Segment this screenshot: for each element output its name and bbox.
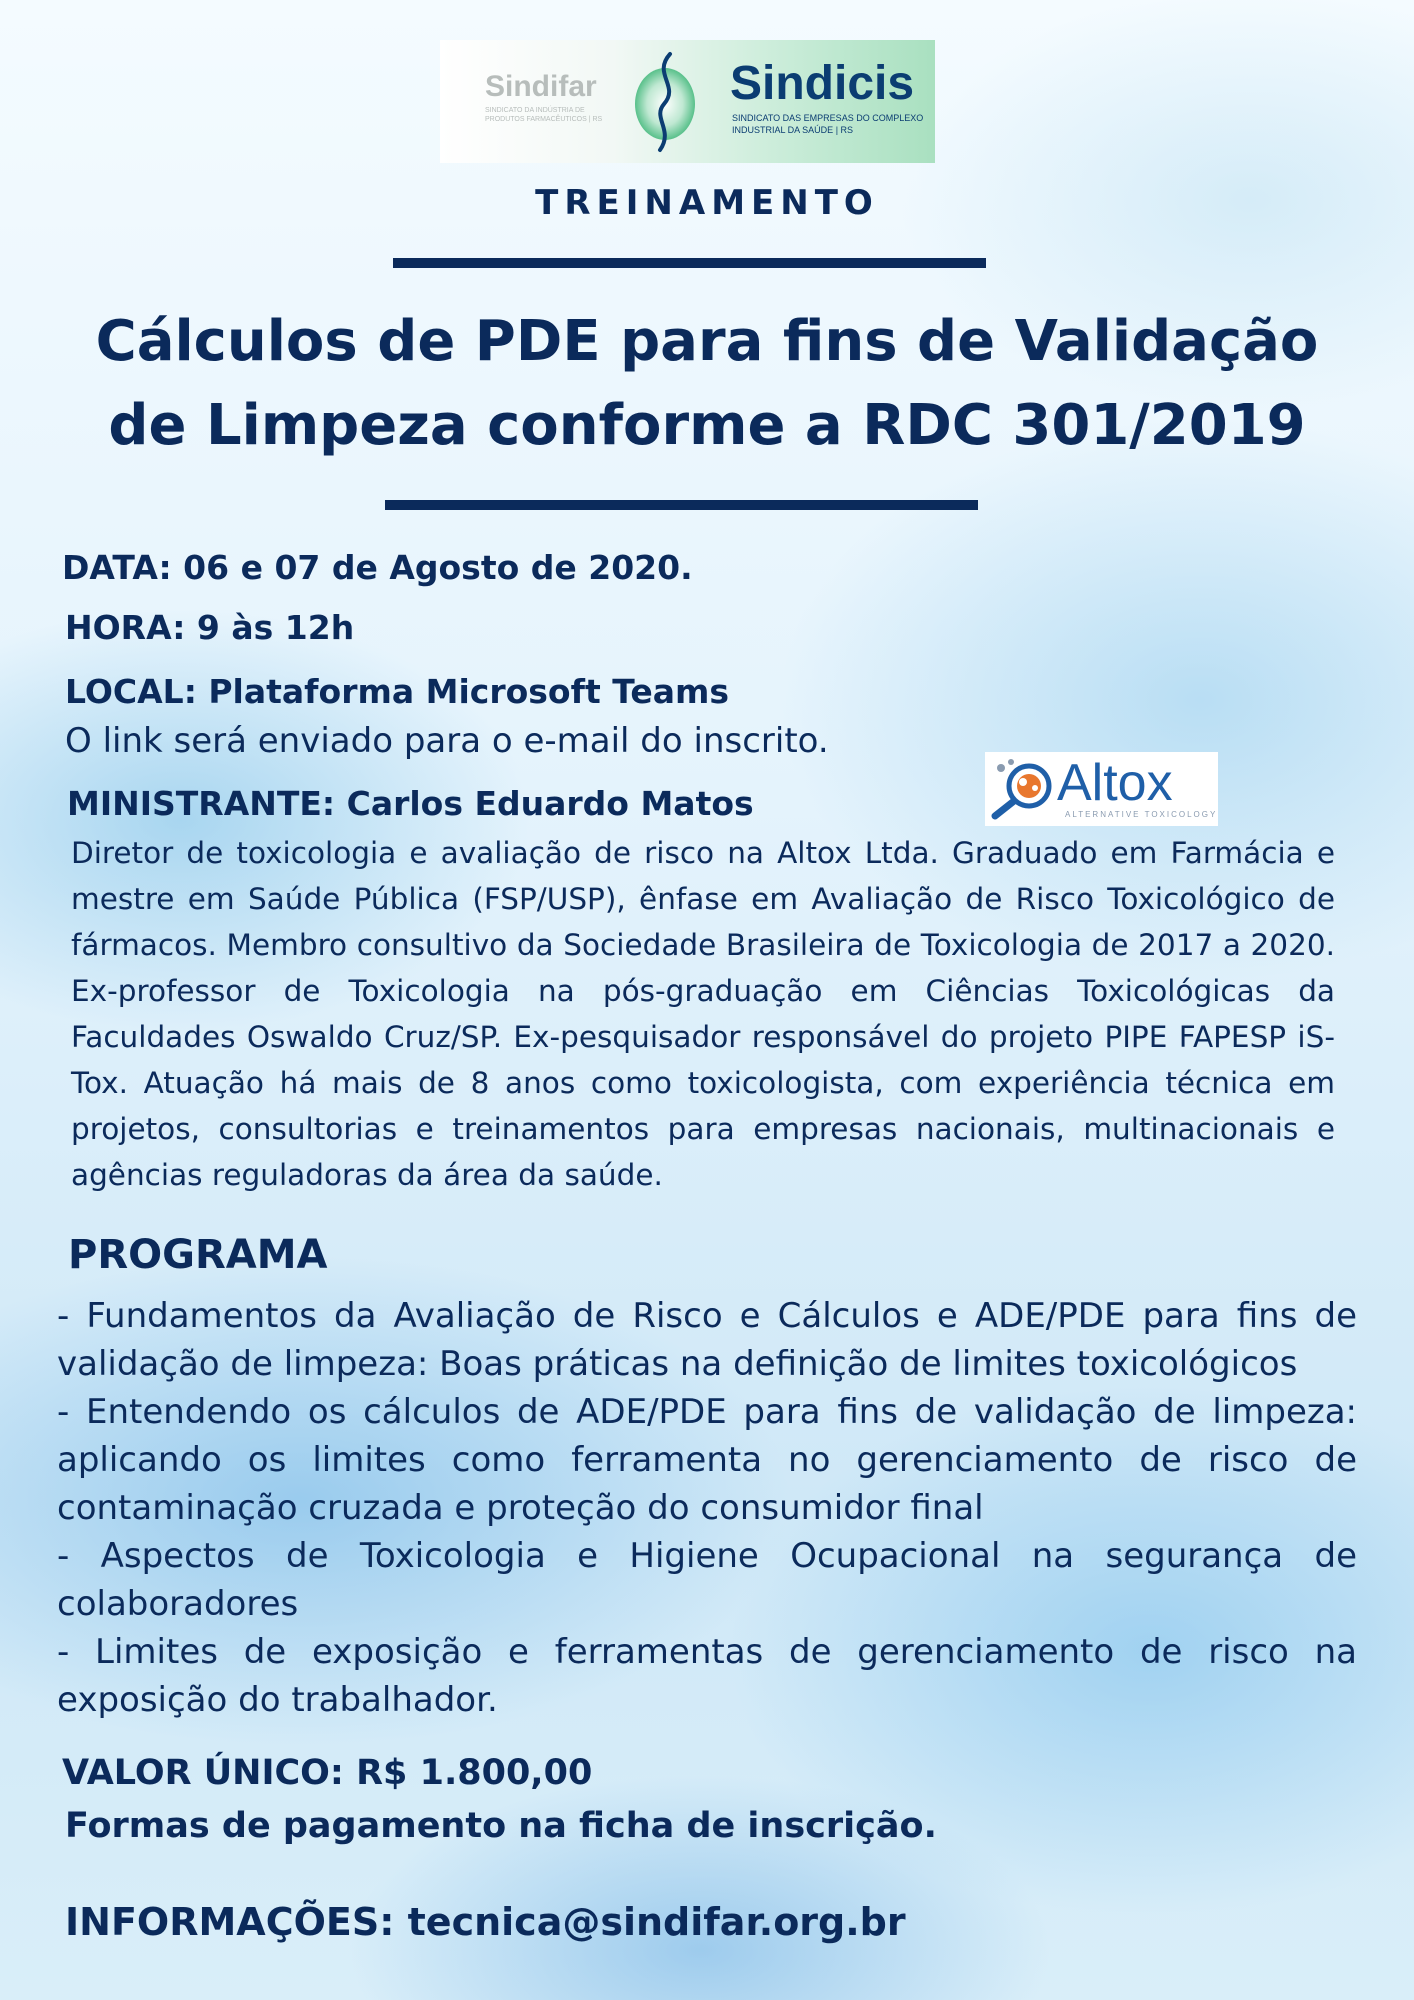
payment-note: Formas de pagamento na ficha de inscrição. [65, 1806, 937, 1846]
eyebrow-label: TREINAMENTO [535, 183, 879, 223]
event-location: LOCAL: Plataforma Microsoft Teams [65, 672, 730, 711]
altox-logo [985, 752, 1218, 826]
event-date: DATA: 06 e 07 de Agosto de 2020. [62, 548, 693, 587]
list-item: - Aspectos de Toxicologia e Higiene Ocupacional na segurança de colaboradores [57, 1536, 1357, 1624]
contact-info: INFORMAÇÕES: tecnica@sindifar.org.br [65, 1900, 906, 1944]
title-divider-bottom [385, 500, 978, 510]
list-item: - Entendendo os cálculos de ADE/PDE para fins de validação de limpeza: aplicando os limites como ferramenta no gerenciamento de risco de contaminação cruzada e proteção do consumidor final [57, 1392, 1357, 1528]
instructor-bio: Diretor de toxicologia e avaliação de risco na Altox Ltda. Graduado em Farmácia e mestre em Saúde Pública (FSP/USP), ênfase em Avaliação de Risco Toxicológico de fármacos. Membro consultivo da Sociedade Brasileira de Toxicologia de 2017 a 2020. Ex-professor de Toxicologia na pós-graduação em Ciências Toxicológicas da Faculdades Oswaldo Cruz/SP. Ex-pesquisador responsável do projeto PIPE FAPESP iS-Tox. Atuação há mais de 8 anos como toxicologista, com experiência técnica em projetos, consultorias e treinamentos para empresas nacionais, multinacionais e agências reguladoras da área da saúde. [71, 836, 1335, 1192]
title-divider-top [393, 258, 986, 268]
page-title [60, 300, 1354, 468]
magnifier-molecule-icon [989, 758, 1055, 820]
list-item: - Fundamentos da Avaliação de Risco e Cálculos e ADE/PDE para fins de validação de limpeza: Boas práticas na definição de limites toxicológicos [57, 1296, 1357, 1384]
logo-banner [440, 40, 935, 163]
program-title: PROGRAMA [68, 1232, 328, 1278]
title-line-2: de Limpeza conforme a RDC 301/2019 [108, 393, 1306, 458]
price: VALOR ÚNICO: R$ 1.800,00 [62, 1753, 593, 1793]
program-list [57, 1292, 1357, 1724]
altox-logo-text: Altox [1057, 754, 1173, 812]
sindifar-logo-subtitle: SINDICATO DA INDÚSTRIA DE PRODUTOS FARMACÊUTICOS | RS [485, 107, 603, 123]
event-instructor: MINISTRANTE: Carlos Eduardo Matos [67, 784, 754, 823]
sindicis-emblem-icon [630, 46, 700, 156]
sindicis-logo-text: Sindicis [730, 57, 915, 110]
sindifar-logo-text: Sindifar [485, 70, 597, 103]
sindicis-logo-subtitle: SINDICATO DAS EMPRESAS DO COMPLEXO INDUSTRIAL DA SAÚDE | RS [732, 113, 924, 135]
list-item: - Limites de exposição e ferramentas de gerenciamento de risco na exposição do trabalhador. [57, 1632, 1357, 1720]
event-time: HORA: 9 às 12h [65, 608, 355, 647]
title-line-1: Cálculos de PDE para fins de Validação [95, 309, 1319, 374]
altox-logo-tagline: ALTERNATIVE TOXICOLOGY [1065, 810, 1218, 819]
event-location-note: O link será enviado para o e-mail do inscrito. [65, 721, 829, 761]
